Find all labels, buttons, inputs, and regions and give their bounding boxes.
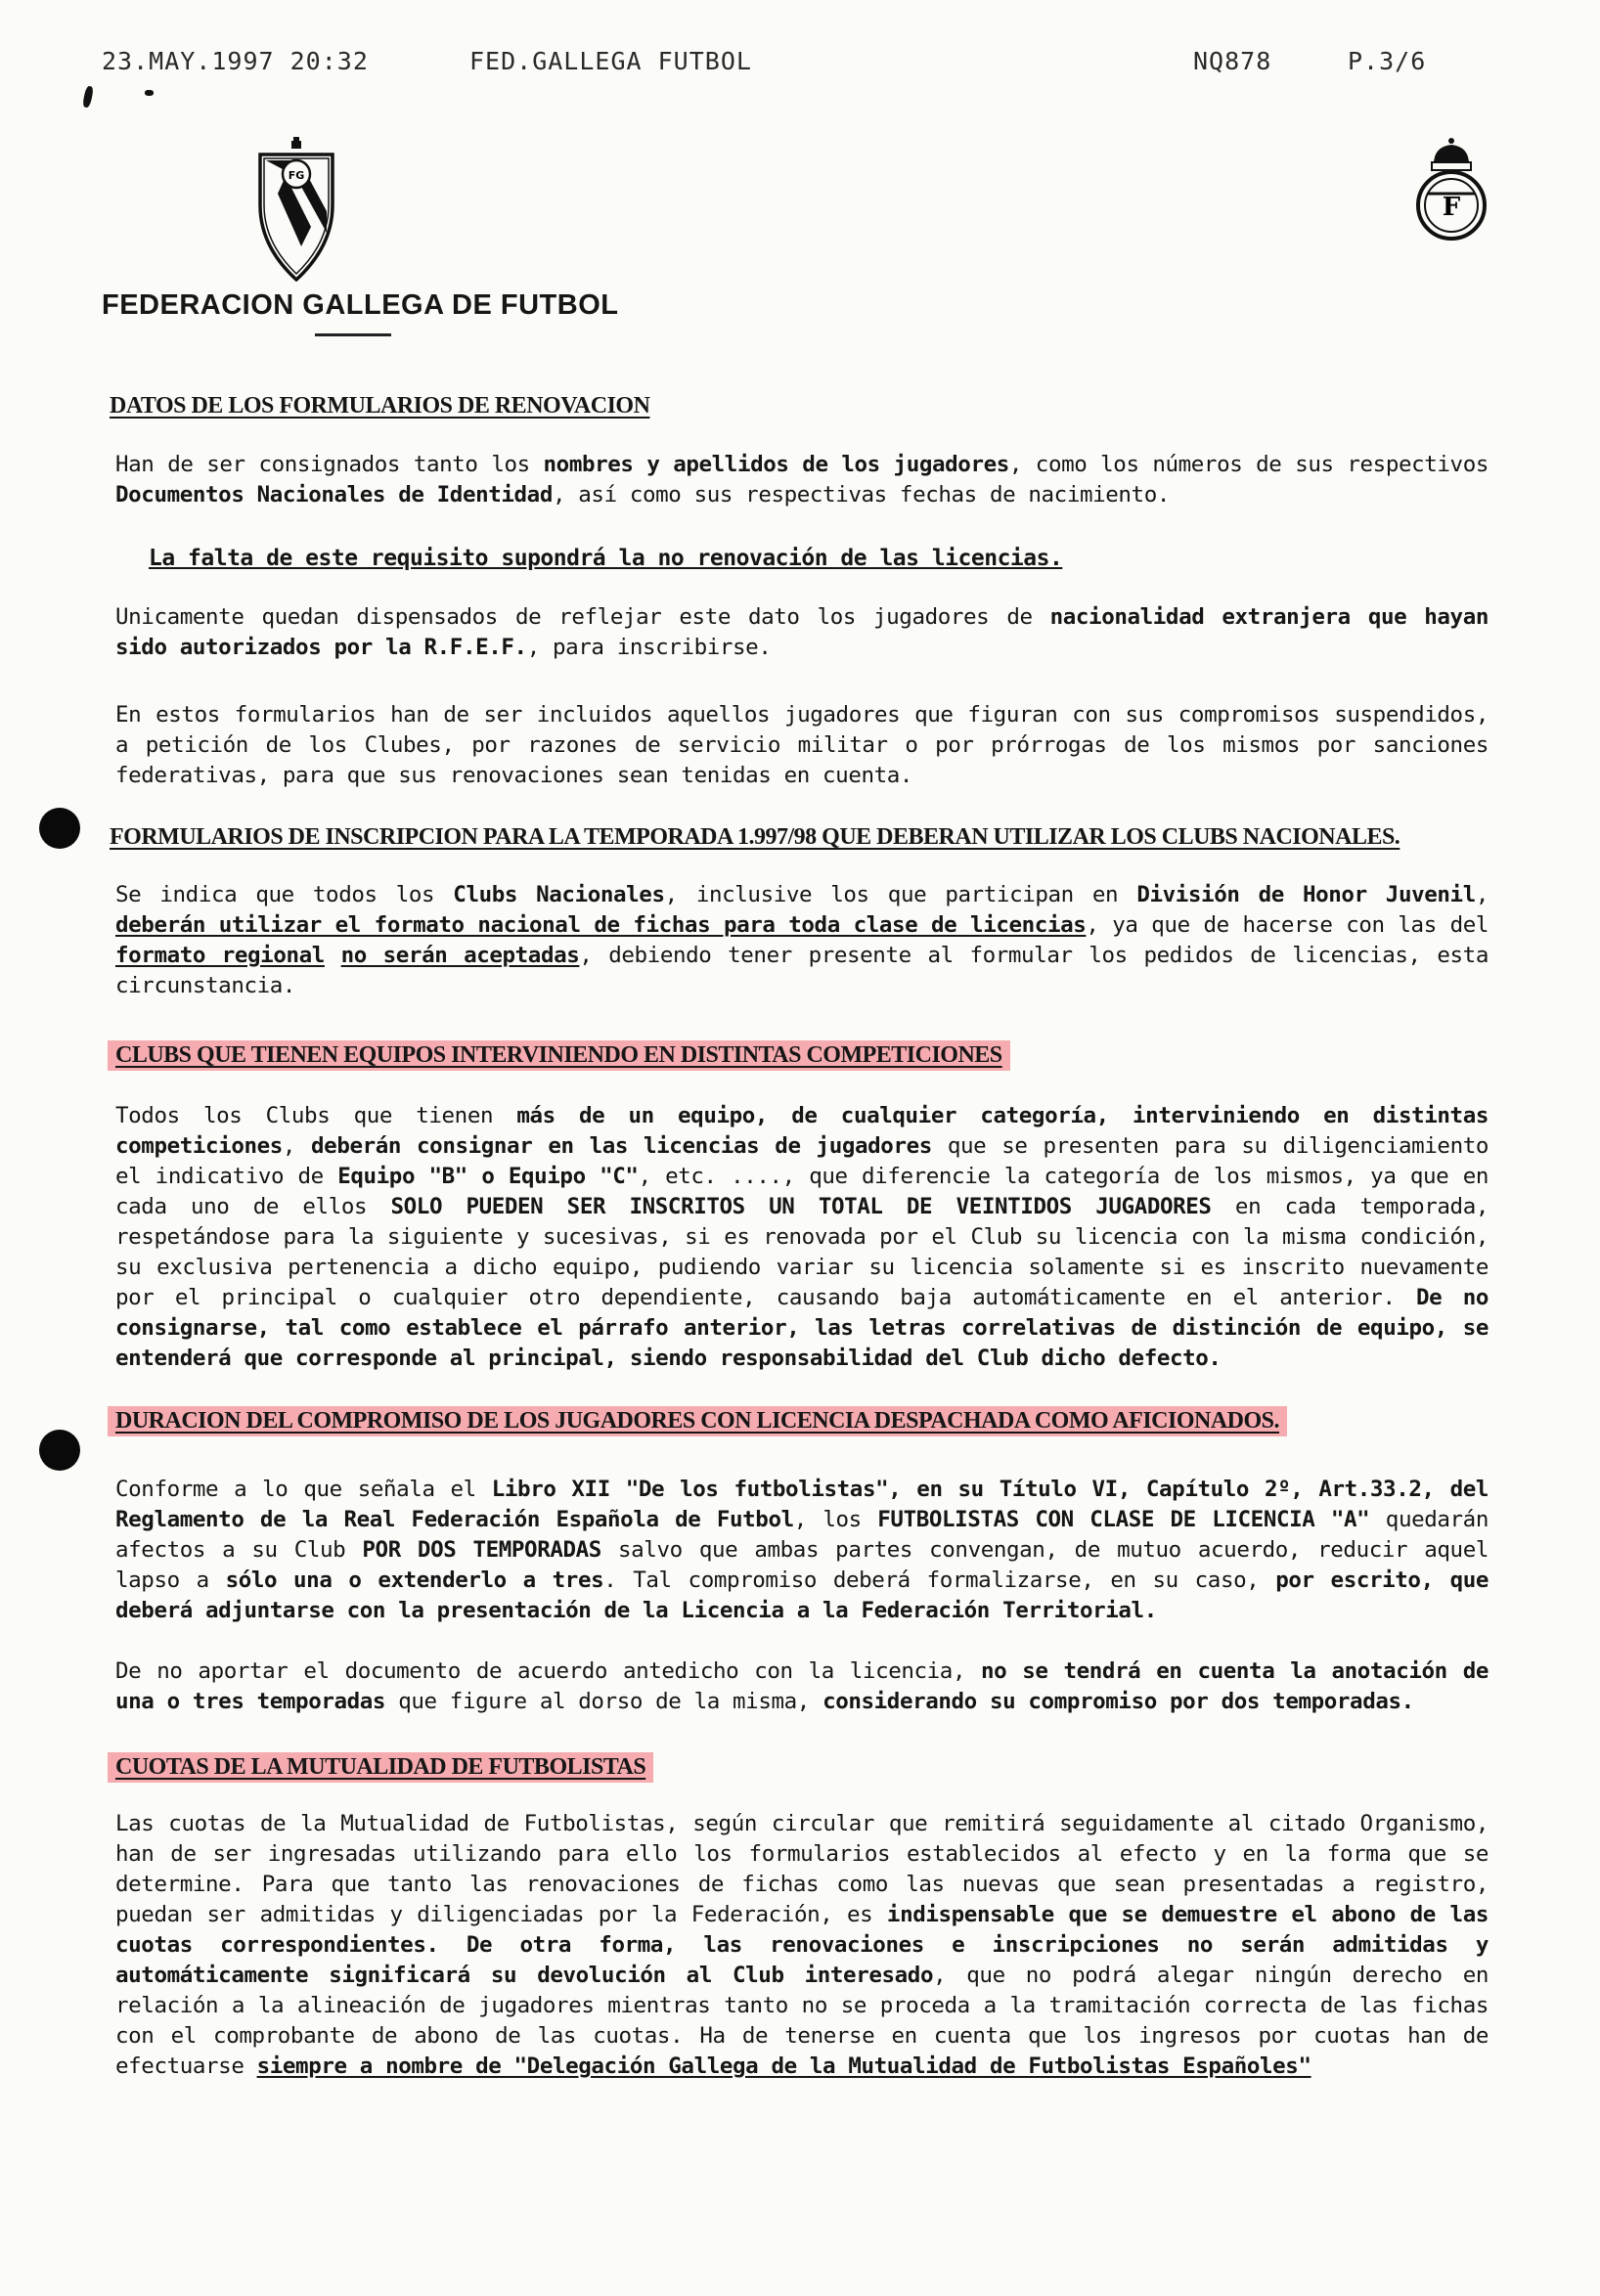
paragraph-agreement-document: De no aportar el documento de acuerdo antedicho con la licencia, no se tendrá en cuenta la anotación de una o tres temporadas que figure al dorso de la misma, considerando su compromiso por dos temporadas. bbox=[115, 1658, 1489, 1714]
organization-name: FEDERACION GALLEGA DE FUTBOL bbox=[102, 289, 619, 321]
divider bbox=[315, 333, 391, 336]
section-heading-duracion-compromiso: DURACION DEL COMPROMISO DE LOS JUGADORES CON LICENCIA DESPACHADA COMO AFICIONADOS. bbox=[108, 1406, 1287, 1436]
paragraph-licence-duration: Conforme a lo que señala el Libro XII "De los futbolistas", en su Título VI, Capítulo 2º, Art.33.2, del Reglamento de la Real Federación Española de Futbol, los FUTBOLISTAS CON CLASE DE LICENCIA "A" quedarán afectos a su Club POR DOS TEMPORADAS salvo que ambas partes convengan, de mutuo acuerdo, reducir aquel lapso a sólo una o extenderlo a tres. Tal compromiso deberá formalizarse, en su caso, por escrito, que deberá adjuntarse con la presentación de la Licencia a la Federación Territorial. bbox=[115, 1477, 1489, 1623]
fax-page: P.3/6 bbox=[1348, 47, 1427, 75]
fgf-crest-icon bbox=[256, 137, 336, 282]
paragraph-mutual-fees: Las cuotas de la Mutualidad de Futbolistas, según circular que remitirá seguidamente al citado Organismo, han de ser ingresadas utilizando para ello los formularios establecidos al efecto y en la forma que se determine. Para que tanto las renovaciones de fichas como las nuevas que sean presentadas a registro, puedan ser admitidas y diligenciadas por la Federación, es indispensable que se demuestre el abono de las cuotas correspondientes. De otra forma, las renovaciones e inscripciones no serán admitidas y automáticamente significará su devolución al Club interesado, que no podrá alegar ningún derecho en relación a la alineación de jugadores mientras tanto no se proceda a la tramitación correcta de las fichas con el comprobante de abono de las cuotas. Ha de tenerse en cuenta que los ingresos por cuotas han de efectuarse siempre a nombre de "Delegación Gallega de la Mutualidad de Futbolistas Españoles" bbox=[115, 1811, 1489, 2079]
section-heading-cuotas-mutualidad: CUOTAS DE LA MUTUALIDAD DE FUTBOLISTAS bbox=[108, 1752, 653, 1783]
section-heading-clubs-equipos: CLUBS QUE TIENEN EQUIPOS INTERVINIENDO EN DISTINTAS COMPETICIONES bbox=[108, 1040, 1010, 1071]
scan-mark bbox=[82, 85, 94, 108]
paragraph-national-clubs: Se indica que todos los Clubs Nacionales, inclusive los que participan en División de Honor Juvenil, deberán utilizar el formato nacional de fichas para toda clase de licencias, ya que de hacerse con las del formato regional no serán aceptadas, debiendo tener presente al formular los pedidos de licencias, esta circunstancia. bbox=[115, 882, 1489, 998]
section-heading-inscripcion: FORMULARIOS DE INSCRIPCION PARA LA TEMPORADA 1.997/98 QUE DEBERAN UTILIZAR LOS CLUBS NACIONALES. bbox=[110, 824, 1400, 850]
section-heading-renovacion: DATOS DE LOS FORMULARIOS DE RENOVACION bbox=[110, 393, 650, 419]
svg-text:F: F bbox=[1442, 193, 1461, 222]
paragraph-suspended-players: En estos formularios han de ser incluidos aquellos jugadores que figuran con sus compromisos suspendidos, a petición de los Clubes, por razones de servicio militar o por prórrogas de los mismos por sanciones federativas, para que sus renovaciones sean tenidas en cuenta. bbox=[115, 702, 1489, 788]
bullet-mark bbox=[39, 808, 80, 849]
paragraph-exemptions: Unicamente quedan dispensados de reflejar este dato los jugadores de nacionalidad extranjera que hayan sido autorizados por la R.F.E.F., para inscribirse. bbox=[115, 604, 1489, 660]
paragraph-renovacion-data: Han de ser consignados tanto los nombres y apellidos de los jugadores, como los números de sus respectivos Documentos Nacionales de Identidad, así como sus respectivas fechas de nacimiento. bbox=[115, 452, 1489, 508]
fax-header bbox=[0, 47, 1600, 86]
fax-date: 23.MAY.1997 20:32 bbox=[102, 47, 369, 75]
fax-number: NQ878 bbox=[1193, 47, 1272, 75]
svg-text:FG: FG bbox=[288, 169, 305, 182]
paragraph-multiple-teams: Todos los Clubs que tienen más de un equipo, de cualquier categoría, interviniendo en distintas competiciones, deberán consignar en las licencias de jugadores que se presenten para su diligenciamiento el indicativo de Equipo "B" o Equipo "C", etc. ...., que diferencie la categoría de los mismos, ya que en cada uno de ellos SOLO PUEDEN SER INSCRITOS UN TOTAL DE VEINTIDOS JUGADORES en cada temporada, respetándose para la siguiente y sucesivas, si es renovada por el Club su licencia con la misma condición, su exclusiva pertenencia a dicho equipo, pudiendo variar su licencia solamente si es inscrito nuevamente por el principal o cualquier otro dependiente, causando baja automáticamente en el anterior. De no consignarse, tal como establece el párrafo anterior, las letras correlativas de distinción de equipo, se entenderá que corresponde al principal, siendo responsabilidad del Club dicho defecto. bbox=[115, 1103, 1489, 1371]
alert-text: La falta de este requisito supondrá la no renovación de las licencias. bbox=[149, 546, 1063, 571]
scan-mark bbox=[145, 90, 154, 96]
fax-sender: FED.GALLEGA FUTBOL bbox=[469, 47, 752, 75]
bullet-mark bbox=[39, 1430, 80, 1471]
rfef-emblem-icon bbox=[1412, 137, 1490, 244]
